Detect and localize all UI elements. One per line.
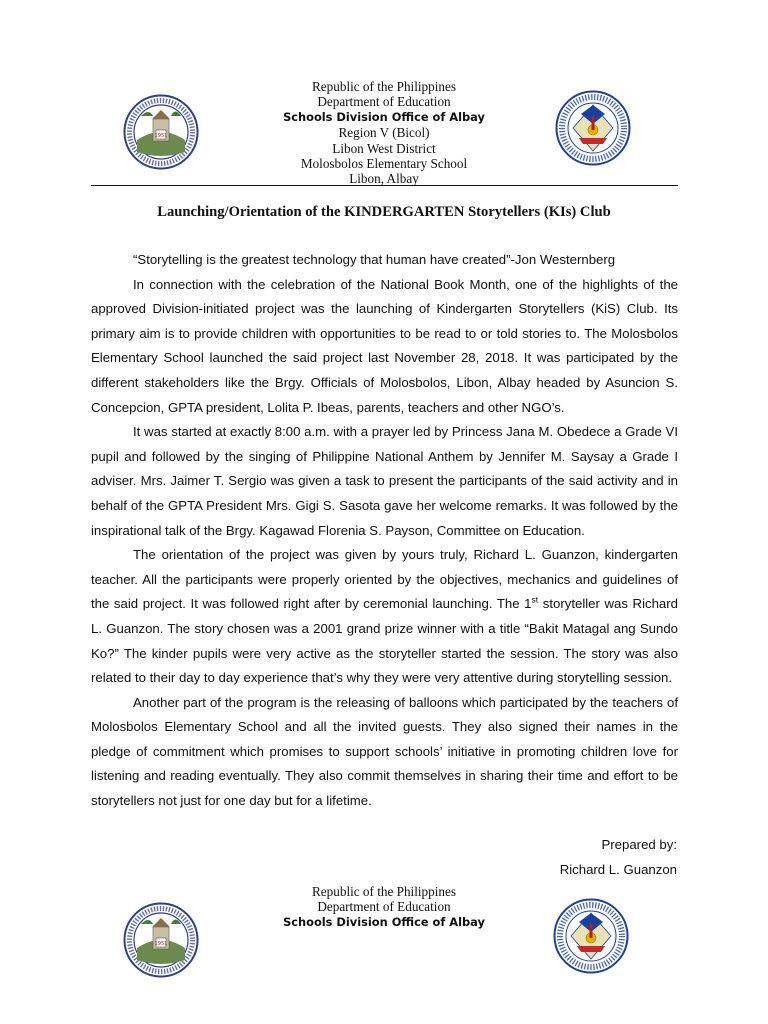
preparer-name: Richard L. Guanzon — [559, 861, 677, 877]
paragraph-3-text-b: storyteller was Richard L. Guanzon. The story chosen was a 2001 grand prize winner with a title “Bakit Matagal ang Sundo Ko?” The kinder pupils were very active as the storyteller started the session. The story was also related to their day to day experience that’s why they were very attentive during storytelling session. — [91, 596, 678, 686]
footer-letterhead — [0, 884, 768, 930]
footer-country: Republic of the Philippines — [312, 884, 456, 899]
letterhead-division: Schools Division Office of Albay — [283, 109, 485, 124]
opening-quote: “Storytelling is the greatest technology that human have created”-Jon Westernberg — [133, 252, 616, 267]
paragraph-3-text-a: The orientation of the project was given by yours truly, Richard L. Guanzon, kindergarten teacher. All the participants were properly oriented by the objectives, mechanics and guidelines of the said project. It was followed right after by ceremonial launching. The 1 — [91, 547, 678, 612]
paragraph-4: Another part of the program is the releasing of balloons which participated by the teachers of Molosbolos Elementary School and all the invited guests. They also signed their names in the pledge of commitment which promises to support schools’ initiative in promoting children love for listening and reading eventually. They also commit themselves in sharing their time and effort to be storytellers not just for one day but for a lifetime. — [91, 694, 678, 809]
letterhead-location: Libon, Albay — [349, 171, 419, 187]
letterhead-district: Libon West District — [332, 140, 436, 156]
footer-department: Department of Education — [317, 899, 451, 915]
header-divider — [91, 185, 678, 186]
paragraph-1: In connection with the celebration of the National Book Month, one of the highlights of the approved Division-initiated project was the launching of Kindergarten Storytellers (KiS) Club. Its primary aim is to provide children with opportunities to be read to or told stories to. The Molosbolos Elementary School launched the said project last November 28, 2018. It was participated by the different stakeholders like the Brgy. Officials of Molosbolos, Libon, Albay headed by Asuncion S. Concepcion, GPTA president, Lolita P. Ibeas, parents, teachers and other NGO’s. — [91, 276, 678, 415]
ordinal-suffix: st — [531, 594, 539, 605]
prepared-by-label: Prepared by: — [601, 837, 677, 852]
document-title: Launching/Orientation of the KINDERGARTEN Storytellers (KIs) Club — [157, 204, 611, 220]
letterhead-department: Department of Education — [317, 94, 451, 110]
document-body — [91, 248, 678, 814]
footer-division: Schools Division Office of Albay — [283, 914, 485, 929]
seal-year-bottom: 1951 — [154, 941, 168, 947]
paragraph-3 — [91, 543, 678, 691]
paragraph-2: It was started at exactly 8:00 a.m. with a prayer led by Princess Jana M. Obedece a Grade VI pupil and followed by the singing of Philippine National Anthem by Jennifer M. Saysay a Grade I adviser. Mrs. Jaimer T. Sergio was given a task to present the participants of the said activity and in behalf of the GPTA President Mrs. Gigi S. Sasota gave her welcome remarks. It was followed by the inspirational talk of the Brgy. Kagawad Florenia S. Payson, Committee on Education. — [91, 424, 678, 538]
seal-year: 1951 — [154, 133, 168, 139]
deped-seal-top — [555, 90, 631, 166]
letterhead-school: Molosbolos Elementary School — [300, 156, 468, 172]
signature-block — [560, 833, 677, 882]
deped-seal-bottom — [553, 898, 629, 974]
letterhead — [0, 79, 768, 187]
letterhead-region: Region V (Bicol) — [338, 125, 430, 141]
letterhead-country: Republic of the Philippines — [312, 79, 456, 94]
